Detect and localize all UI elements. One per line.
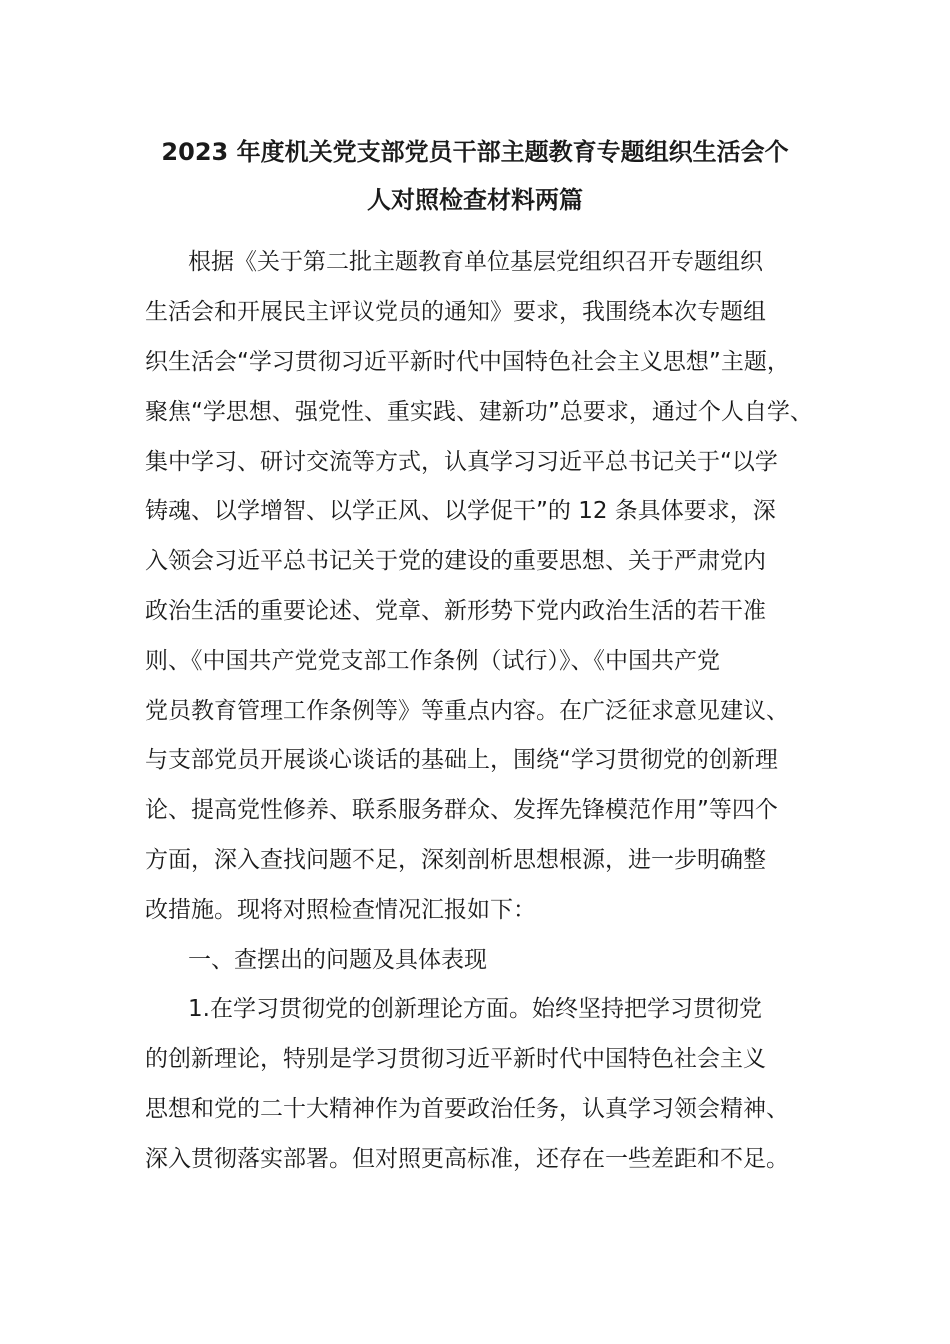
paragraph-line: 则、《中国共产党党支部工作条例（试行）》、《中国共产党 [145,648,720,674]
paragraph-line: 深入贯彻落实部署。但对照更高标准，还存在一些差距和不足。 [145,1146,789,1172]
paragraph-line: 入领会习近平总书记关于党的建设的重要思想、关于严肃党内 [145,548,766,574]
paragraph-line: 根据《关于第二批主题教育单位基层党组织召开专题组织 [188,249,763,275]
document-title-line-1: 2023 年度机关党支部党员干部主题教育专题组织生活会个 [161,138,789,166]
document-title-line-2: 人对照检查材料两篇 [367,186,583,214]
paragraph-line: 政治生活的重要论述、党章、新形势下党内政治生活的若干准 [145,598,766,624]
paragraph-line: 的创新理论，特别是学习贯彻习近平新时代中国特色社会主义 [145,1046,766,1072]
paragraph-line: 织生活会“学习贯彻习近平新时代中国特色社会主义思想”主题， [145,349,790,375]
paragraph-line: 改措施。现将对照检查情况汇报如下： [145,897,536,923]
paragraph-line: 论、提高党性修养、联系服务群众、发挥先锋模范作用”等四个 [145,797,778,823]
paragraph-line: 聚焦“学思想、强党性、重实践、建新功”总要求，通过个人自学、 [145,399,813,425]
paragraph-line: 生活会和开展民主评议党员的通知》要求，我围绕本次专题组 [145,299,766,325]
section-heading: 一、查摆出的问题及具体表现 [188,947,487,973]
paragraph-line: 思想和党的二十大精神作为首要政治任务，认真学习领会精神、 [145,1096,789,1122]
paragraph-line: 党员教育管理工作条例等》等重点内容。在广泛征求意见建议、 [145,698,789,724]
paragraph-line: 集中学习、研讨交流等方式，认真学习习近平总书记关于“以学 [145,449,778,475]
paragraph-line: 方面，深入查找问题不足，深刻剖析思想根源，进一步明确整 [145,847,766,873]
paragraph-line: 与支部党员开展谈心谈话的基础上，围绕“学习贯彻党的创新理 [145,747,778,773]
paragraph-line: 铸魂、以学增智、以学正风、以学促干”的 12 条具体要求，深 [145,498,776,524]
paragraph-line: 1.在学习贯彻党的创新理论方面。始终坚持把学习贯彻党 [188,996,762,1022]
